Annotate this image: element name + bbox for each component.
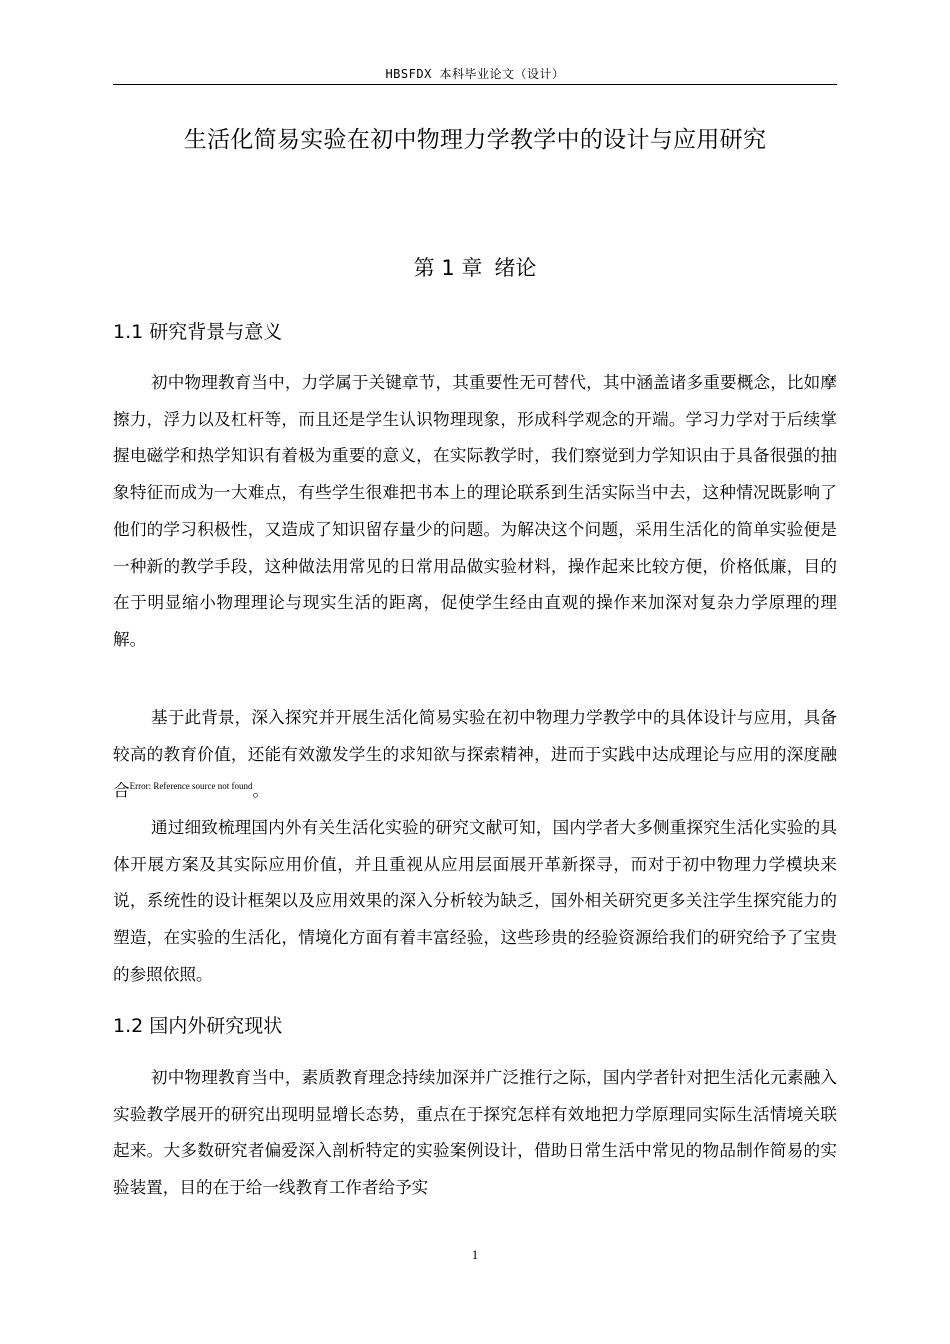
document-title: 生活化简易实验在初中物理力学教学中的设计与应用研究 <box>183 127 767 153</box>
chapter-number: 第 1 章 <box>413 256 483 280</box>
body-paragraph: 初中物理教育当中，素质教育理念持续加深并广泛推行之际，国内学者针对把生活化元素融入实验教学展开的研究出现明显增长态势，重点在于探究怎样有效地把力学原理同实际生活情境关联起来。大多数研究者偏爱深入剖析特定的实验案例设计，借助日常生活中常见的物品制作简易的实验装置，目的在于给一线教育工作者给予实 <box>113 1068 837 1198</box>
body-paragraph: 初中物理教育当中，力学属于关键章节，其重要性无可替代，其中涵盖诸多重要概念，比如摩擦力，浮力以及杠杆等，而且还是学生认识物理现象，形成科学观念的开端。学习力学对于后续掌握电磁学和热学知识有着极为重要的意义，在实际教学时，我们察觉到力学知识由于具备很强的抽象特征而成为一大难点，有些学生很难把书本上的理论联系到生活实际当中去，这种情况既影响了他们的学习积极性，又造成了知识留存量少的问题。为解决这个问题，采用生活化的简单实验便是一种新的教学手段，这种做法用常见的日常用品做实验材料，操作起来比较方便，价格低廉，目的在于明显缩小物理理论与现实生活的距离，促使学生经由直观的操作来加深对复杂力学原理的理解。 <box>113 373 837 649</box>
reference-error-citation[interactable]: Error: Reference source not found <box>129 781 253 792</box>
running-header: HBSFDX 本科毕业论文（设计） <box>385 67 565 81</box>
section-heading-1-2: 1.2 国内外研究现状 <box>113 1015 283 1037</box>
chapter-heading <box>113 253 837 283</box>
header-divider <box>113 84 837 85</box>
paragraph-tail: 。 <box>252 781 270 801</box>
body-paragraph: 通过细致梳理国内外有关生活化实验的研究文献可知，国内学者大多侧重探究生活化实验的具体开展方案及其实际应用价值，并且重视从应用层面展开革新探寻，而对于初中物理力学模块来说，系统性的设计框架以及应用效果的深入分析较为缺乏，国外相关研究更多关注学生探究能力的塑造，在实验的生活化，情境化方面有着丰富经验，这些珍贵的经验资源给我们的研究给予了宝贵的参照依照。 <box>113 818 837 984</box>
chapter-title: 绪论 <box>494 256 537 280</box>
page-number: 1 <box>471 1247 479 1262</box>
paragraph-text: 基于此背景，深入探究并开展生活化简易实验在初中物理力学教学中的具体设计与应用，具备较高的教育价值，还能有效激发学生的求知欲与探索精神，进而于实践中达成理论与应用的深度融合 <box>113 708 837 801</box>
body-paragraph <box>113 700 837 810</box>
section-heading-1-1: 1.1 研究背景与意义 <box>113 321 283 343</box>
